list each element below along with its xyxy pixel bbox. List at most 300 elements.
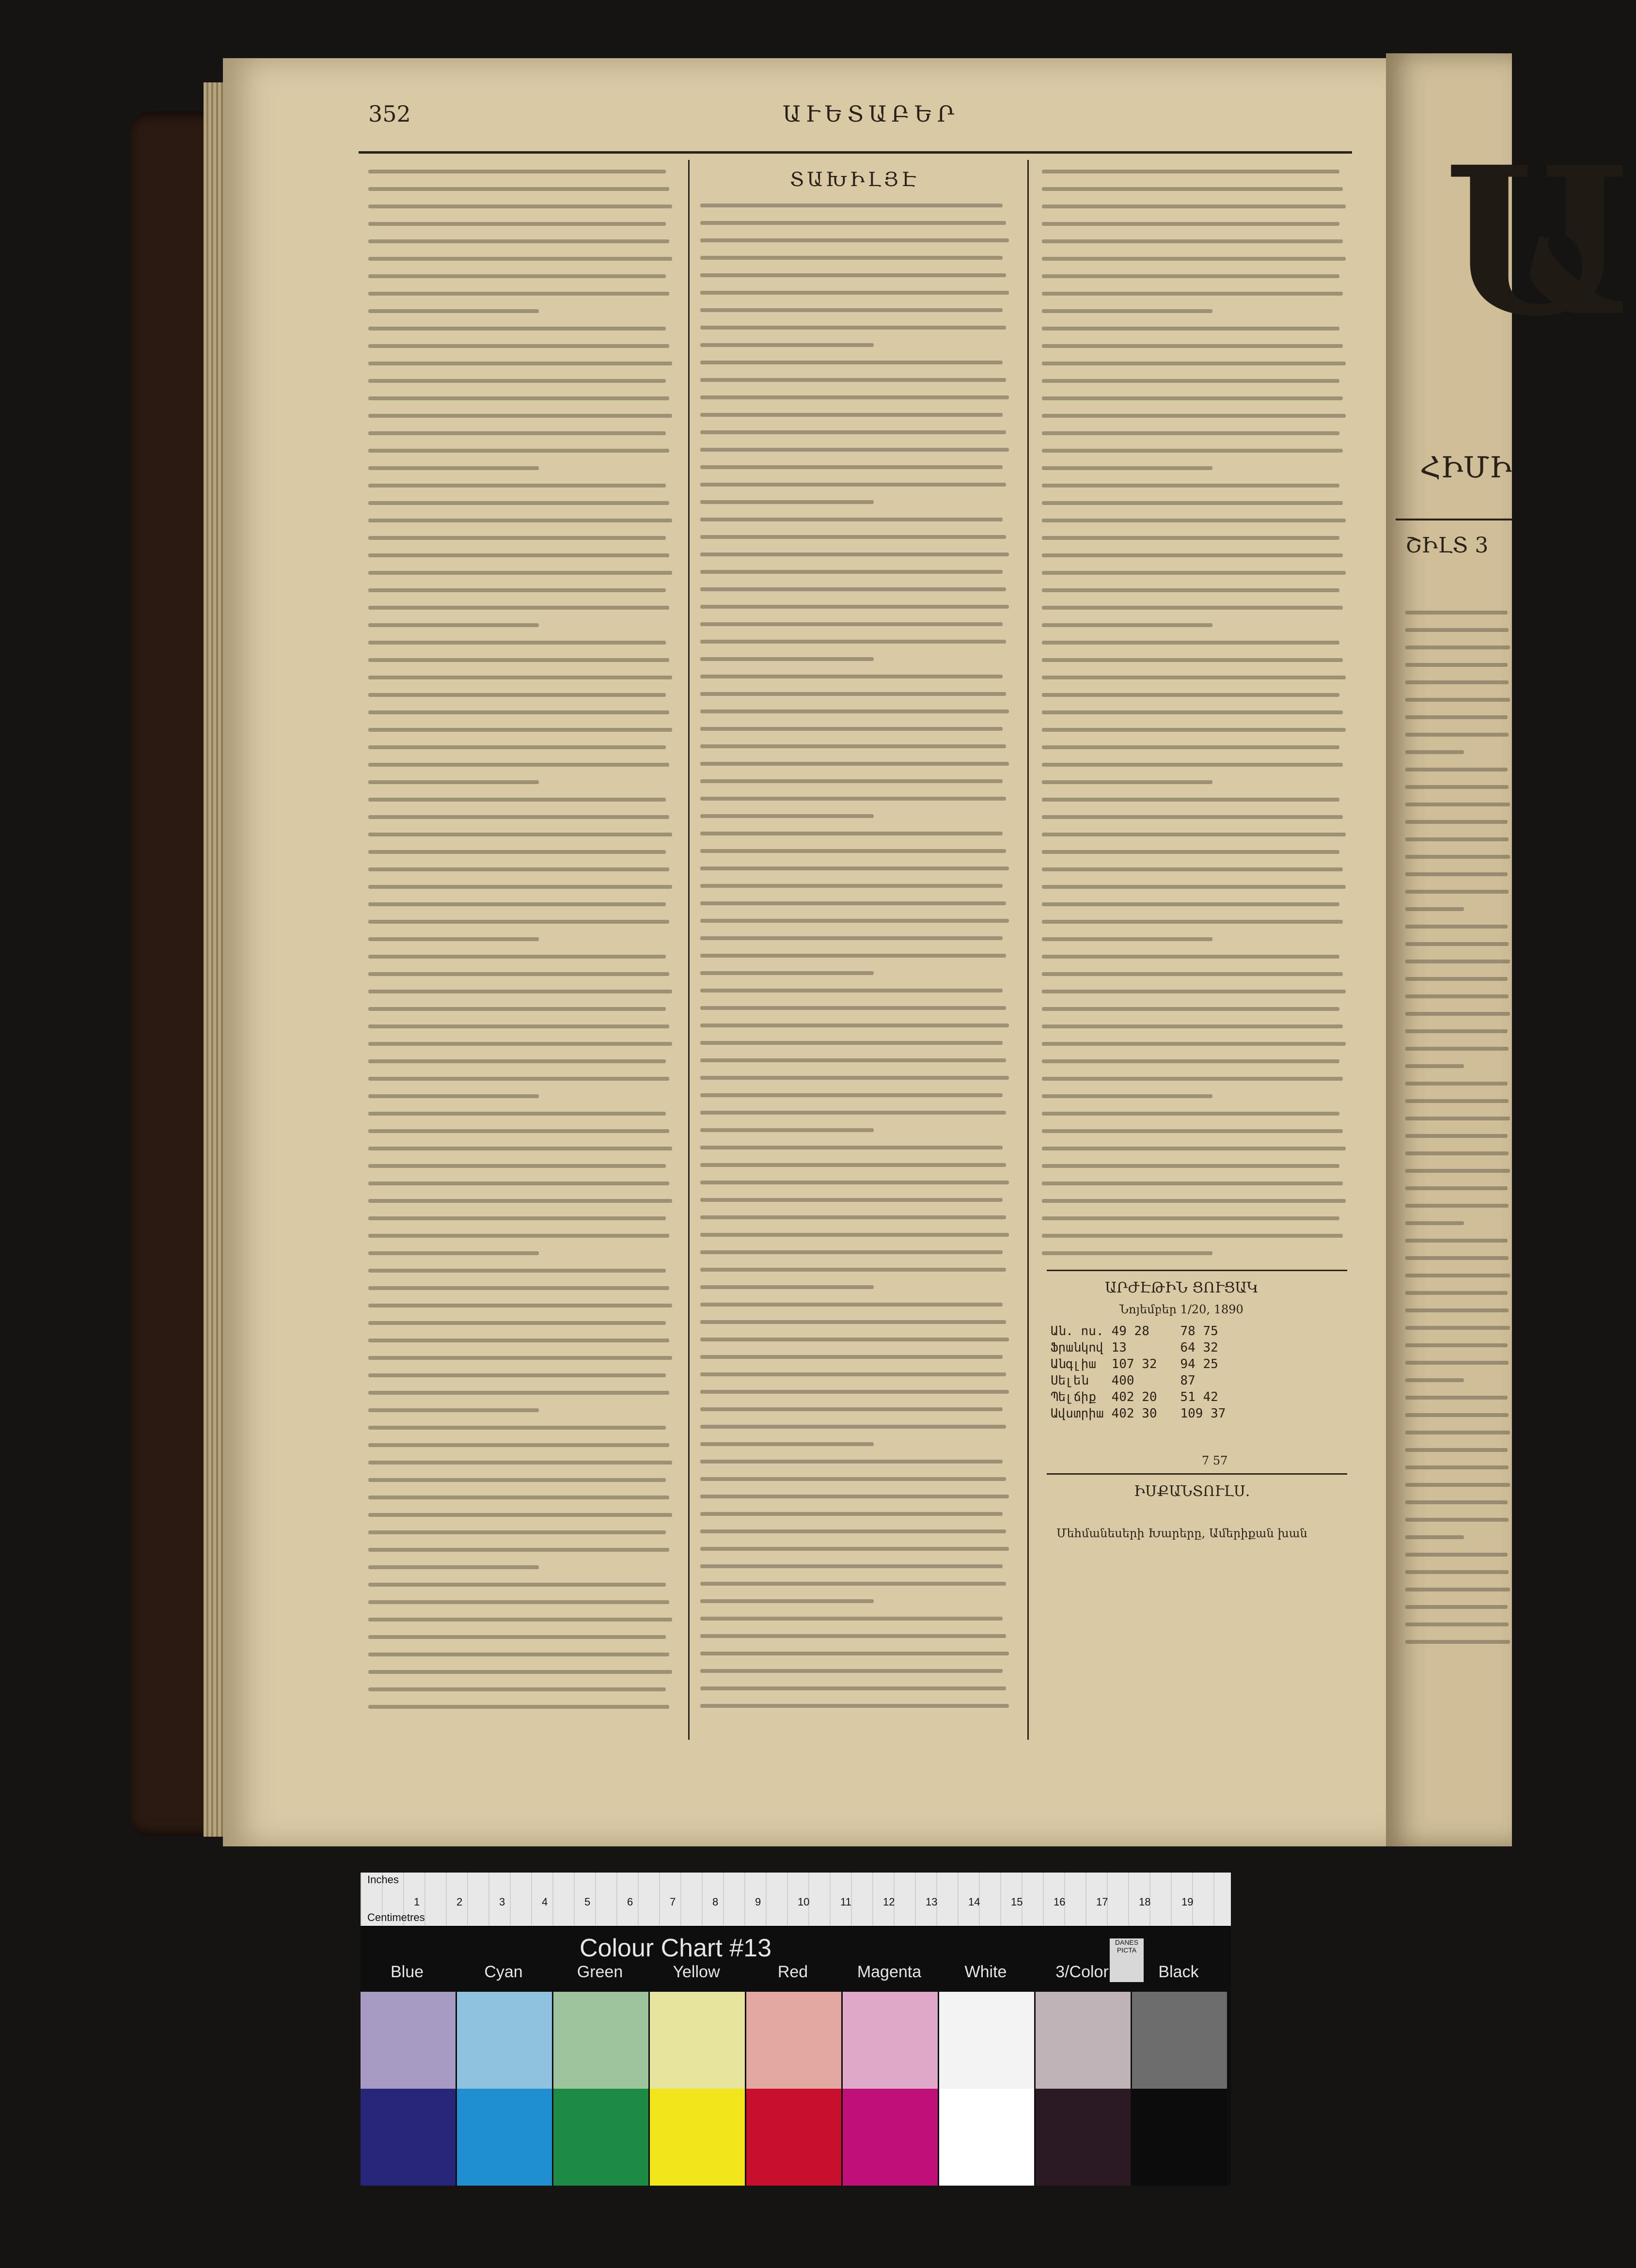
text-line (700, 483, 1006, 487)
ruler-number: 18 (1139, 1896, 1151, 1908)
text-line (368, 1600, 669, 1604)
text-line (368, 1129, 669, 1133)
text-line (700, 361, 1003, 364)
colour-swatch (939, 1992, 1034, 2089)
swatch-label: Cyan (484, 1963, 523, 1981)
text-line (1405, 1553, 1508, 1557)
text-line (1042, 728, 1346, 732)
text-line (1042, 379, 1339, 383)
table-cell: 64 32 (1180, 1340, 1218, 1355)
publisher-title: ԻՍՔԱՆՏՈՒԼՍ. (1134, 1483, 1250, 1500)
text-line (700, 1617, 1003, 1621)
swatch-labels (359, 1963, 1231, 1992)
header-rule (359, 151, 1352, 154)
table-cell: 402 20 (1111, 1390, 1157, 1404)
text-line (700, 1058, 1006, 1062)
text-line (1042, 414, 1346, 418)
ruler-number: 2 (456, 1896, 463, 1908)
text-line (1042, 641, 1339, 645)
text-line (1405, 628, 1509, 632)
table-cell: Ավստրիա (1051, 1406, 1104, 1421)
text-line (368, 867, 669, 871)
text-line (368, 1583, 666, 1587)
text-line (700, 1181, 1009, 1184)
text-line (1042, 1147, 1346, 1150)
right-column-text (1042, 170, 1352, 1269)
text-line (1042, 710, 1343, 714)
text-line (700, 675, 1003, 678)
text-line (368, 344, 669, 348)
text-line (700, 1268, 1006, 1272)
text-line (368, 798, 666, 802)
colour-swatch (843, 2089, 938, 2186)
text-line (700, 1233, 1009, 1237)
text-line (700, 1442, 874, 1446)
text-line (1042, 571, 1346, 575)
text-line (700, 1634, 1006, 1638)
text-line (368, 466, 539, 470)
ruler-number: 10 (798, 1896, 810, 1908)
text-line (368, 1426, 666, 1430)
text-line (1042, 972, 1343, 976)
text-line (368, 205, 672, 208)
text-line (368, 379, 666, 383)
text-line (1042, 553, 1343, 557)
text-line (368, 937, 539, 941)
text-line (1042, 362, 1346, 365)
ruler-centimetres-label: Centimetres (367, 1911, 425, 1923)
text-line (1042, 1094, 1212, 1098)
column-divider (688, 160, 690, 1740)
table-cell: Սելեն (1051, 1373, 1089, 1388)
text-line (700, 1582, 1006, 1586)
text-line (368, 362, 672, 365)
colour-swatch (457, 2089, 552, 2186)
swatch-label: Red (777, 1963, 808, 1981)
text-line (368, 553, 669, 557)
text-line (368, 1408, 539, 1412)
text-line (1405, 942, 1509, 946)
colour-swatch (1036, 1992, 1131, 2089)
middle-column-title: ՏԱԽԻԼՅԷ (790, 169, 919, 191)
text-line (1042, 588, 1339, 592)
text-line (700, 709, 1009, 713)
text-line (1405, 1029, 1508, 1033)
text-line (1042, 501, 1343, 505)
text-line (700, 448, 1009, 452)
right-page-text (1405, 611, 1512, 1657)
text-line (700, 657, 874, 661)
text-line (368, 1269, 666, 1273)
text-line (700, 727, 1003, 731)
text-line (1042, 292, 1343, 296)
text-line (368, 431, 666, 435)
masthead-rule (1396, 519, 1512, 520)
ruler-number: 17 (1096, 1896, 1108, 1908)
text-line (1405, 820, 1508, 824)
text-line (700, 919, 1009, 923)
text-line (1405, 1308, 1509, 1312)
swatch-row-dark (361, 2089, 1231, 2186)
table-row (1047, 1323, 1229, 1339)
text-line (368, 536, 666, 540)
text-line (700, 1146, 1003, 1150)
text-line (1042, 1112, 1339, 1116)
text-line (368, 1548, 669, 1552)
text-line (368, 257, 672, 261)
text-line (700, 1320, 1006, 1324)
ruler-numbers (361, 1892, 1231, 1911)
text-line (368, 745, 666, 749)
text-line (700, 343, 874, 347)
text-line (368, 606, 669, 610)
text-line (368, 1304, 672, 1307)
text-line (1405, 872, 1508, 876)
text-line (368, 641, 666, 645)
text-line (700, 901, 1006, 905)
text-line (1405, 855, 1510, 859)
text-line (368, 1007, 666, 1011)
text-line (700, 500, 874, 504)
text-line (1405, 994, 1509, 998)
table-cell: 94 25 (1180, 1357, 1218, 1371)
text-line (1405, 1151, 1509, 1155)
exchange-table (1047, 1323, 1229, 1422)
text-line (700, 256, 1003, 260)
text-line (1405, 1274, 1510, 1277)
text-line (368, 920, 669, 924)
text-line (1042, 274, 1339, 278)
text-line (368, 1147, 672, 1150)
colour-swatch (361, 2089, 456, 2186)
text-line (368, 1339, 669, 1342)
text-line (1405, 1518, 1509, 1522)
text-line (1042, 1077, 1343, 1081)
ruler-number: 15 (1011, 1896, 1023, 1908)
text-line (1042, 693, 1339, 697)
text-line (368, 1216, 666, 1220)
text-line (1042, 780, 1212, 784)
ornamental-initial: Ա (1444, 123, 1636, 362)
text-line (700, 744, 1006, 748)
text-line (368, 710, 669, 714)
text-line (700, 1128, 874, 1132)
text-line (1042, 833, 1346, 836)
text-line (1042, 955, 1339, 959)
text-line (1042, 1024, 1343, 1028)
text-line (368, 990, 672, 993)
text-line (1042, 1059, 1339, 1063)
text-line (1405, 1465, 1509, 1469)
text-line (700, 395, 1009, 399)
text-line (1042, 327, 1339, 331)
middle-column-text (700, 204, 1015, 1721)
text-line (1042, 815, 1343, 819)
colour-swatch (843, 1992, 938, 2089)
text-line (1405, 1064, 1464, 1068)
text-line (1042, 449, 1343, 453)
text-line (700, 1425, 1006, 1429)
text-line (1405, 1622, 1509, 1626)
text-line (1405, 1500, 1508, 1504)
text-line (368, 571, 672, 575)
text-line (700, 640, 1006, 644)
text-line (1405, 1343, 1508, 1347)
text-line (700, 1198, 1003, 1202)
text-line (1405, 960, 1510, 963)
exchange-footer-value: 7 57 (1202, 1454, 1228, 1467)
text-line (700, 1529, 1006, 1533)
text-line (368, 414, 672, 418)
text-line (700, 866, 1009, 870)
text-line (368, 1565, 539, 1569)
text-line (700, 1338, 1009, 1341)
text-line (700, 552, 1009, 556)
text-line (1405, 1186, 1508, 1190)
colour-swatch (1132, 2089, 1227, 2186)
text-line (700, 1390, 1009, 1394)
text-line (368, 1251, 539, 1255)
table-top-rule (1047, 1270, 1347, 1271)
text-line (1042, 937, 1212, 941)
ruler-number: 1 (414, 1896, 420, 1908)
text-line (700, 797, 1006, 801)
text-line (700, 518, 1003, 521)
text-line (1405, 611, 1508, 614)
text-line (1042, 466, 1212, 470)
text-line (700, 884, 1003, 888)
ruler-number: 12 (883, 1896, 895, 1908)
text-line (368, 1478, 666, 1482)
text-line (700, 936, 1003, 940)
swatch-label: 3/Color (1055, 1963, 1109, 1981)
text-line (700, 762, 1009, 766)
colour-swatch (746, 1992, 841, 2089)
text-line (1042, 1129, 1343, 1133)
text-line (368, 850, 666, 854)
text-line (368, 693, 666, 697)
swatch-row-light (361, 1992, 1231, 2089)
text-line (700, 692, 1006, 696)
text-line (368, 955, 666, 959)
table-row (1047, 1389, 1229, 1405)
text-line (700, 1477, 1006, 1481)
text-line (700, 779, 1003, 783)
text-line (1042, 344, 1343, 348)
text-line (1042, 205, 1346, 208)
text-line (1042, 1042, 1346, 1046)
ruler-number: 13 (926, 1896, 938, 1908)
text-line (700, 1076, 1009, 1080)
text-line (700, 1564, 1003, 1568)
text-line (1042, 1164, 1339, 1168)
text-line (1405, 1082, 1508, 1086)
colour-swatch (1132, 1992, 1227, 2089)
text-line (700, 814, 874, 818)
text-line (1405, 1483, 1510, 1487)
table-cell: 78 75 (1180, 1324, 1218, 1339)
text-line (368, 1181, 669, 1185)
issue-fragment: ՇԻԼՏ 3 (1405, 533, 1489, 558)
text-line (1042, 867, 1343, 871)
text-line (1405, 1588, 1510, 1591)
text-line (1405, 837, 1509, 841)
text-line (1042, 222, 1339, 226)
text-line (1042, 1181, 1343, 1185)
colour-swatch (939, 2089, 1034, 2186)
table-row (1047, 1339, 1229, 1356)
text-line (1042, 396, 1343, 400)
table-cell: 107 32 (1111, 1357, 1157, 1371)
text-line (700, 622, 1003, 626)
text-line (1042, 1251, 1212, 1255)
text-line (368, 1373, 666, 1377)
text-line (700, 1303, 1003, 1307)
text-line (700, 1512, 1003, 1516)
text-line (368, 1443, 669, 1447)
text-line (368, 292, 669, 296)
running-title: ԱՒԵՏԱԲԵՐ (783, 101, 960, 127)
colour-chart-title: Colour Chart #13 (580, 1934, 771, 1962)
text-line (368, 623, 539, 627)
text-line (1042, 902, 1339, 906)
chart-brand-logo: DANES PICTA (1110, 1938, 1144, 1982)
text-line (1405, 1326, 1510, 1330)
text-line (368, 309, 539, 313)
text-line (1405, 1256, 1509, 1260)
text-line (1405, 1169, 1510, 1173)
text-line (700, 308, 1003, 312)
column-divider (1027, 160, 1029, 1740)
text-line (1405, 733, 1509, 737)
ruler-number: 11 (840, 1896, 851, 1908)
text-line (1042, 658, 1343, 662)
right-page (1386, 53, 1636, 1846)
text-line (700, 1041, 1003, 1045)
text-line (700, 1006, 1006, 1010)
text-line (700, 1111, 1006, 1115)
text-line (1042, 309, 1212, 313)
text-line (700, 989, 1003, 992)
text-line (700, 1407, 1003, 1411)
text-line (1405, 1204, 1509, 1208)
text-line (368, 1024, 669, 1028)
text-line (368, 449, 669, 453)
text-line (368, 1356, 672, 1360)
text-line (1042, 623, 1212, 627)
text-line (1042, 1007, 1339, 1011)
ruler-number: 4 (542, 1896, 548, 1908)
colour-swatch (457, 1992, 552, 2089)
text-line (700, 1372, 1006, 1376)
ruler-number: 9 (755, 1896, 761, 1908)
text-line (368, 1321, 666, 1325)
text-line (1405, 1012, 1510, 1016)
table-cell: 400 (1111, 1373, 1134, 1388)
text-line (700, 430, 1006, 434)
table-cell: 13 (1111, 1340, 1127, 1355)
text-line (1042, 990, 1346, 993)
text-line (700, 587, 1006, 591)
text-line (368, 676, 672, 679)
ruler-inches-label: Inches (367, 1874, 399, 1886)
text-line (368, 658, 669, 662)
table-cell: 402 30 (1111, 1406, 1157, 1421)
text-line (1405, 890, 1509, 894)
text-line (1405, 1448, 1508, 1452)
table-cell: Պելճիք (1051, 1390, 1096, 1404)
text-line (700, 1355, 1003, 1359)
text-line (700, 1599, 874, 1603)
text-line (1405, 1413, 1509, 1417)
text-line (700, 832, 1003, 835)
table-row (1047, 1405, 1229, 1422)
text-line (368, 1530, 666, 1534)
text-line (700, 326, 1006, 330)
text-line (368, 1112, 666, 1116)
table-bottom-rule (1047, 1473, 1347, 1475)
text-line (368, 833, 672, 836)
text-line (1405, 1134, 1508, 1138)
text-line (700, 221, 1006, 225)
text-line (1042, 798, 1339, 802)
text-line (700, 465, 1003, 469)
text-line (1042, 257, 1346, 261)
text-line (368, 815, 669, 819)
text-line (368, 274, 666, 278)
text-line (368, 187, 669, 191)
publisher-line: Մեհմանեսերի Խարերը, Ամերիքան խան (1056, 1527, 1307, 1540)
text-line (368, 1286, 669, 1290)
text-line (1405, 1431, 1510, 1434)
text-line (1042, 676, 1346, 679)
swatch-label: Magenta (857, 1963, 922, 1981)
text-line (700, 1547, 1009, 1551)
text-line (1042, 431, 1339, 435)
text-line (1405, 1396, 1508, 1400)
text-line (368, 902, 666, 906)
text-line (1042, 885, 1346, 889)
text-line (1405, 646, 1510, 649)
text-line (1405, 1047, 1509, 1051)
masthead-fragment: ՀԻՄԻ (1420, 451, 1512, 485)
text-line (1042, 606, 1343, 610)
text-line (700, 1686, 1006, 1690)
text-line (1405, 1640, 1510, 1644)
text-line (1405, 1378, 1464, 1382)
text-line (368, 1059, 666, 1063)
text-line (368, 728, 672, 732)
text-line (1405, 803, 1510, 806)
text-line (1405, 907, 1464, 911)
table-cell: Անգլիա (1051, 1357, 1096, 1371)
text-line (368, 327, 666, 331)
text-line (700, 954, 1006, 958)
text-line (368, 1705, 669, 1709)
text-line (368, 588, 666, 592)
left-column-text (368, 170, 678, 1722)
colour-swatch (361, 1992, 456, 2089)
page-number: 352 (368, 101, 411, 127)
colour-swatch (650, 2089, 745, 2186)
text-line (368, 885, 672, 889)
text-line (700, 1652, 1009, 1655)
text-line (700, 291, 1009, 295)
ruler-number: 6 (627, 1896, 633, 1908)
text-line (368, 519, 672, 522)
text-line (1405, 768, 1508, 772)
text-line (368, 170, 666, 173)
